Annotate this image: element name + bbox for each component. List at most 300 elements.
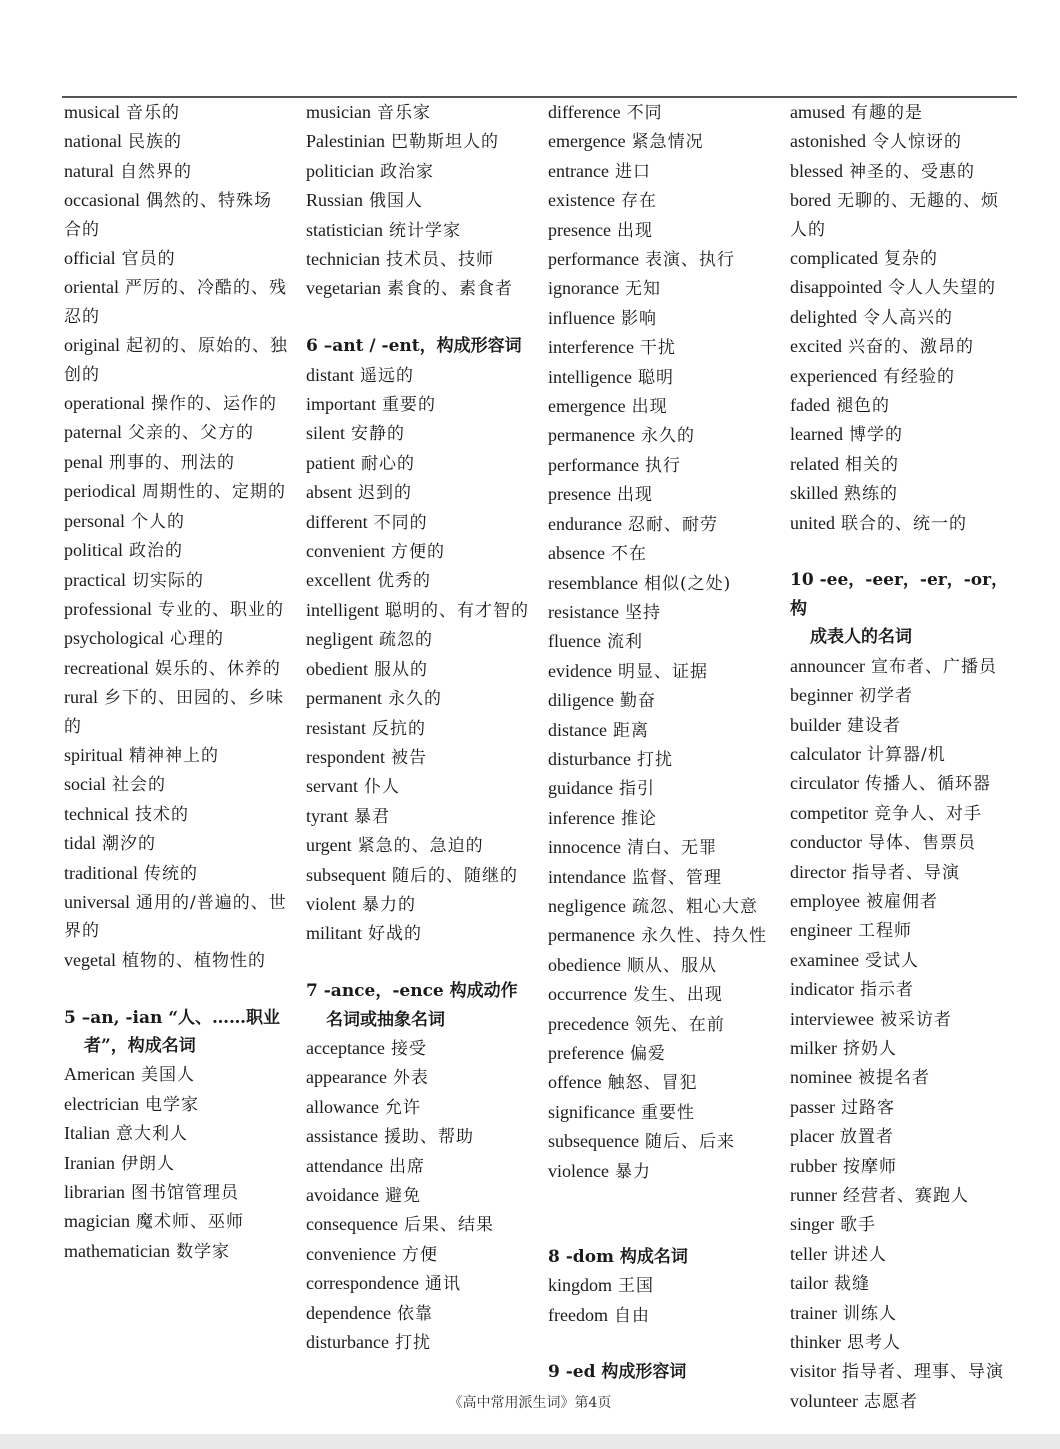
vocab-word: resistance bbox=[548, 601, 619, 622]
vocab-entry bbox=[790, 652, 1016, 681]
vocab-word: vegetal bbox=[64, 949, 116, 970]
vocab-entry bbox=[790, 975, 1016, 1004]
vocab-word: announcer bbox=[790, 655, 865, 676]
vocab-entry bbox=[306, 861, 531, 890]
spacer bbox=[64, 975, 289, 1003]
vocab-entry bbox=[790, 244, 1016, 273]
vocab-meaning: 政治的 bbox=[128, 541, 183, 562]
vocab-meaning: 音乐的 bbox=[126, 103, 180, 123]
vocab-entry bbox=[790, 1181, 1016, 1210]
vocab-entry bbox=[64, 1237, 289, 1266]
vocab-meaning: 表演、执行 bbox=[644, 250, 735, 271]
vocab-meaning: 不在 bbox=[610, 544, 647, 565]
vocab-meaning: 无聊的、无趣的、烦人的 bbox=[790, 191, 999, 240]
vocab-word: united bbox=[790, 512, 835, 533]
vocab-word: endurance bbox=[548, 513, 622, 534]
vocab-entry bbox=[790, 1005, 1016, 1034]
vocab-meaning: 美国人 bbox=[140, 1065, 195, 1086]
vocab-meaning: 令人惊讶的 bbox=[872, 132, 962, 153]
vocab-word: intendance bbox=[548, 866, 626, 887]
vocab-meaning: 执行 bbox=[644, 455, 681, 476]
vocab-word: calculator bbox=[790, 743, 861, 764]
vocab-entry bbox=[790, 769, 1016, 798]
vocab-entry bbox=[790, 127, 1016, 156]
vocab-entry bbox=[64, 1090, 289, 1119]
vocab-word: appearance bbox=[306, 1067, 387, 1088]
vocab-meaning: 神圣的、受惠的 bbox=[849, 161, 975, 182]
vocab-meaning: 建设者 bbox=[847, 715, 901, 736]
vocab-meaning: 重要性 bbox=[640, 1102, 695, 1123]
vocab-word: director bbox=[790, 861, 846, 882]
vocab-word: natural bbox=[64, 160, 114, 181]
vocab-meaning: 影响 bbox=[620, 308, 657, 329]
vocab-word: subsequence bbox=[548, 1131, 639, 1152]
vocab-entry bbox=[306, 1152, 531, 1181]
vocab-word: recreational bbox=[64, 657, 149, 678]
vocab-word: builder bbox=[790, 714, 841, 735]
vocab-meaning: 聪明 bbox=[637, 367, 674, 388]
vocab-meaning: 计算器/机 bbox=[866, 744, 946, 765]
vocab-meaning: 触怒、冒犯 bbox=[607, 1073, 698, 1094]
vocab-meaning: 指导者、理事、导演 bbox=[842, 1362, 1005, 1383]
vocab-meaning: 偶然的、特殊场合的 bbox=[64, 191, 272, 240]
vocab-entry bbox=[548, 598, 773, 627]
vocab-word: correspondence bbox=[306, 1273, 419, 1294]
vocab-meaning: 流利 bbox=[606, 632, 643, 653]
vocab-word: Iranian bbox=[64, 1152, 115, 1173]
vocab-meaning: 仆人 bbox=[363, 777, 400, 798]
vocab-entry bbox=[306, 919, 531, 948]
vocab-word: related bbox=[790, 453, 839, 474]
vocab-meaning: 坚持 bbox=[624, 602, 661, 623]
vocab-word: resemblance bbox=[548, 572, 638, 593]
vocab-meaning: 永久的 bbox=[387, 689, 442, 710]
vocab-word: bored bbox=[790, 190, 831, 211]
vocab-meaning: 外表 bbox=[392, 1068, 429, 1089]
vocab-entry bbox=[306, 596, 531, 625]
vocab-word: disappointed bbox=[790, 277, 882, 298]
vocab-word: Palestinian bbox=[306, 131, 385, 152]
vocab-word: tailor bbox=[790, 1273, 828, 1294]
vocab-entry bbox=[64, 157, 289, 186]
vocab-entry bbox=[306, 419, 531, 448]
vocab-word: obedience bbox=[548, 954, 621, 975]
vocab-meaning: 出现 bbox=[616, 220, 653, 241]
spacer bbox=[790, 538, 1016, 566]
vocab-entry bbox=[306, 245, 531, 274]
vocab-entry bbox=[64, 273, 289, 331]
vocab-entry bbox=[306, 361, 531, 390]
vocab-meaning: 裁缝 bbox=[834, 1274, 870, 1295]
vocab-entry bbox=[306, 390, 531, 419]
vocab-entry bbox=[790, 1328, 1016, 1357]
vocab-word: examinee bbox=[790, 949, 859, 970]
section-heading bbox=[548, 1243, 773, 1271]
vocab-meaning: 刑事的、刑法的 bbox=[108, 452, 235, 473]
vocab-word: distant bbox=[306, 364, 354, 385]
vocab-word: evidence bbox=[548, 660, 612, 681]
vocab-word: national bbox=[64, 131, 122, 152]
vocab-word: engineer bbox=[790, 920, 852, 941]
vocab-word: silent bbox=[306, 423, 345, 444]
vocab-entry bbox=[64, 741, 289, 770]
vocab-word: magician bbox=[64, 1211, 130, 1232]
vocab-meaning: 挤奶人 bbox=[843, 1038, 897, 1059]
vocab-entry bbox=[548, 774, 773, 803]
vocab-meaning: 依靠 bbox=[396, 1303, 433, 1324]
vocab-word: significance bbox=[548, 1101, 635, 1122]
vocab-entry bbox=[790, 799, 1016, 828]
vocab-entry bbox=[306, 772, 531, 801]
section-heading-line: 6 –ant / -ent，构成形容词 bbox=[306, 336, 522, 357]
vocab-meaning: 令人高兴的 bbox=[862, 307, 953, 328]
vocab-entry bbox=[548, 510, 773, 539]
vocab-meaning: 聪明的、有才智的 bbox=[384, 600, 529, 621]
vocab-meaning: 魔术师、巫师 bbox=[135, 1212, 244, 1233]
section-heading-line: 10 -ee，-eer，-er，-or，构 bbox=[790, 570, 1009, 619]
vocab-word: offence bbox=[548, 1072, 602, 1093]
vocab-meaning: 清白、无罪 bbox=[626, 838, 717, 859]
vocab-entry bbox=[64, 1119, 289, 1148]
vocab-meaning: 永久的 bbox=[640, 426, 695, 447]
vocab-word: convenient bbox=[306, 541, 385, 562]
vocab-meaning: 推论 bbox=[620, 808, 657, 829]
vocab-entry bbox=[548, 892, 773, 921]
vocab-word: personal bbox=[64, 510, 125, 531]
vocab-entry bbox=[306, 714, 531, 743]
vocab-word: disturbance bbox=[548, 748, 631, 769]
column-3 bbox=[548, 98, 773, 1387]
vocab-entry bbox=[790, 916, 1016, 945]
vocab-word: allowance bbox=[306, 1096, 379, 1117]
spacer bbox=[548, 1330, 773, 1358]
vocab-entry bbox=[790, 186, 1016, 244]
vocab-entry bbox=[548, 363, 773, 392]
vocab-word: violence bbox=[548, 1160, 609, 1181]
vocab-entry bbox=[548, 1127, 773, 1156]
vocab-meaning: 官员的 bbox=[121, 249, 176, 270]
vocab-entry bbox=[306, 890, 531, 919]
vocab-meaning: 通用的/普遍的、世界的 bbox=[64, 892, 287, 942]
vocab-meaning: 出现 bbox=[631, 397, 668, 418]
vocab-word: official bbox=[64, 248, 116, 269]
vocab-entry bbox=[306, 186, 531, 215]
vocab-word: astonished bbox=[790, 131, 866, 152]
vocab-meaning: 技术的 bbox=[134, 804, 189, 825]
vocab-word: blessed bbox=[790, 160, 843, 181]
vocab-word: intelligence bbox=[548, 366, 632, 387]
section-heading bbox=[64, 1004, 289, 1061]
vocab-meaning: 自然界的 bbox=[119, 161, 192, 182]
vocab-word: technician bbox=[306, 249, 380, 270]
vocab-word: delighted bbox=[790, 306, 857, 327]
vocab-meaning: 指导者、导演 bbox=[851, 862, 960, 883]
vocab-word: excited bbox=[790, 336, 842, 357]
vocab-word: performance bbox=[548, 249, 639, 270]
vocab-meaning: 王国 bbox=[618, 1276, 655, 1297]
vocab-word: vegetarian bbox=[306, 278, 381, 299]
vocab-word: militant bbox=[306, 923, 362, 944]
vocab-entry bbox=[306, 1269, 531, 1298]
vocab-word: occasional bbox=[64, 190, 140, 211]
vocab-word: innocence bbox=[548, 837, 621, 858]
vocab-entry bbox=[548, 716, 773, 745]
vocab-entry bbox=[790, 1063, 1016, 1092]
vocab-meaning: 接受 bbox=[390, 1038, 427, 1059]
section-heading-line: 5 –an, -ian “人、……职业 bbox=[64, 1007, 281, 1028]
vocab-entry bbox=[548, 1301, 773, 1330]
vocab-meaning: 反抗的 bbox=[372, 718, 426, 739]
vocab-entry bbox=[790, 1210, 1016, 1239]
vocab-word: occurrence bbox=[548, 984, 627, 1005]
vocab-word: preference bbox=[548, 1043, 624, 1063]
vocab-entry bbox=[64, 448, 289, 477]
vocab-meaning: 志愿者 bbox=[863, 1391, 918, 1412]
vocab-word: obedient bbox=[306, 658, 368, 679]
vocab-word: competitor bbox=[790, 802, 868, 823]
vocab-entry bbox=[306, 625, 531, 654]
vocab-meaning: 乡下的、田园的、乡味的 bbox=[64, 688, 284, 737]
vocab-entry bbox=[548, 157, 773, 186]
vocab-entry bbox=[548, 421, 773, 450]
vocab-entry bbox=[64, 770, 289, 799]
vocab-entry bbox=[790, 1034, 1016, 1063]
section-heading-line: 9 -ed 构成形容词 bbox=[548, 1362, 687, 1383]
vocab-meaning: 复杂的 bbox=[883, 249, 938, 270]
vocab-word: diligence bbox=[548, 690, 614, 711]
vocab-word: assistance bbox=[306, 1126, 378, 1147]
vocab-entry bbox=[306, 449, 531, 478]
vocab-entry bbox=[306, 1034, 531, 1063]
vocab-word: important bbox=[306, 394, 376, 415]
spacer bbox=[548, 1214, 773, 1242]
vocab-word: faded bbox=[790, 395, 830, 416]
vocab-word: technical bbox=[64, 803, 129, 824]
vocab-meaning: 起初的、原始的、独创的 bbox=[64, 336, 288, 385]
vocab-entry bbox=[548, 804, 773, 833]
vocab-entry bbox=[790, 450, 1016, 479]
vocab-word: paternal bbox=[64, 422, 122, 443]
vocab-entry bbox=[548, 216, 773, 245]
vocab-word: emergence bbox=[548, 396, 626, 417]
vocab-meaning: 勤奋 bbox=[619, 691, 656, 712]
vocab-word: universal bbox=[64, 891, 130, 912]
vocab-meaning: 兴奋的、激昂的 bbox=[847, 337, 974, 358]
vocab-word: tyrant bbox=[306, 805, 348, 826]
vocab-word: excellent bbox=[306, 570, 371, 591]
vocab-entry bbox=[64, 1149, 289, 1178]
vocab-meaning: 监督、管理 bbox=[631, 867, 722, 888]
vocab-entry bbox=[306, 157, 531, 186]
vocab-entry bbox=[548, 127, 773, 156]
vocab-meaning: 统计学家 bbox=[388, 220, 461, 241]
vocab-meaning: 好战的 bbox=[368, 924, 422, 945]
vocab-word: spiritual bbox=[64, 744, 123, 765]
vocab-entry bbox=[548, 98, 773, 127]
bottom-band bbox=[0, 1434, 1060, 1449]
vocab-entry bbox=[790, 828, 1016, 857]
vocab-word: Russian bbox=[306, 190, 364, 211]
vocab-entry bbox=[548, 1010, 773, 1039]
vocab-meaning: 暴力的 bbox=[362, 894, 416, 915]
vocab-meaning: 偏爱 bbox=[629, 1044, 666, 1064]
column-4 bbox=[790, 98, 1016, 1416]
vocab-meaning: 熟练的 bbox=[844, 484, 898, 505]
vocab-entry bbox=[790, 509, 1016, 538]
vocab-entry bbox=[64, 186, 289, 244]
vocab-word: permanent bbox=[306, 688, 382, 709]
vocab-word: acceptance bbox=[306, 1037, 385, 1058]
vocab-word: precedence bbox=[548, 1013, 629, 1034]
vocab-meaning: 宣布者、广播员 bbox=[870, 656, 997, 677]
vocab-entry bbox=[548, 1271, 773, 1300]
vocab-entry bbox=[548, 1039, 773, 1068]
vocab-entry bbox=[306, 1210, 531, 1239]
vocab-meaning: 后果、结果 bbox=[403, 1215, 494, 1236]
vocab-meaning: 经营者、赛跑人 bbox=[842, 1186, 969, 1207]
vocab-word: visitor bbox=[790, 1361, 837, 1382]
vocab-word: absent bbox=[306, 482, 352, 503]
vocab-entry bbox=[548, 1098, 773, 1127]
vocab-meaning: 伊朗人 bbox=[120, 1153, 175, 1174]
vocab-word: learned bbox=[790, 424, 843, 445]
vocab-meaning: 暴力 bbox=[614, 1161, 651, 1182]
vocab-meaning: 有经验的 bbox=[882, 366, 955, 387]
vocab-entry bbox=[64, 595, 289, 624]
vocab-entry bbox=[306, 274, 531, 303]
vocab-word: existence bbox=[548, 190, 615, 211]
vocab-meaning: 讲述人 bbox=[832, 1244, 887, 1265]
page-footer: 《高中常用派生词》第4页 bbox=[448, 1395, 612, 1411]
vocab-entry bbox=[548, 569, 773, 598]
section-heading bbox=[548, 1358, 773, 1386]
vocab-meaning: 潮汐的 bbox=[102, 834, 156, 855]
vocab-entry bbox=[548, 245, 773, 274]
vocab-entry bbox=[548, 451, 773, 480]
vocab-word: urgent bbox=[306, 835, 352, 856]
vocab-meaning: 被雇佣者 bbox=[865, 891, 938, 912]
vocab-word: interviewee bbox=[790, 1008, 874, 1029]
vocab-entry bbox=[306, 1240, 531, 1269]
vocab-meaning: 个人的 bbox=[130, 511, 185, 532]
vocab-meaning: 耐心的 bbox=[360, 453, 415, 474]
vocab-entry bbox=[306, 831, 531, 860]
section-heading bbox=[306, 977, 531, 1034]
section-heading-line: 名词或抽象名词 bbox=[326, 1009, 445, 1030]
vocab-entry bbox=[548, 657, 773, 686]
vocab-entry bbox=[306, 566, 531, 595]
vocab-word: teller bbox=[790, 1243, 827, 1264]
vocab-meaning: 顺从、服从 bbox=[626, 955, 717, 976]
section-heading bbox=[306, 332, 531, 360]
vocab-meaning: 忍耐、耐劳 bbox=[627, 514, 718, 535]
vocab-entry bbox=[548, 186, 773, 215]
vocab-meaning: 干扰 bbox=[639, 338, 676, 359]
vocab-entry bbox=[548, 304, 773, 333]
vocab-entry bbox=[64, 507, 289, 536]
vocab-meaning: 父亲的、父方的 bbox=[127, 423, 254, 444]
vocab-entry bbox=[64, 800, 289, 829]
vocab-entry bbox=[548, 333, 773, 362]
vocab-meaning: 打扰 bbox=[394, 1333, 431, 1354]
vocab-entry bbox=[64, 418, 289, 447]
vocab-meaning: 传统的 bbox=[143, 863, 198, 884]
vocab-entry bbox=[790, 362, 1016, 391]
vocab-word: respondent bbox=[306, 746, 385, 767]
vocab-word: circulator bbox=[790, 773, 859, 794]
vocab-meaning: 允许 bbox=[384, 1097, 421, 1118]
vocab-meaning: 严厉的、冷酷的、残忍的 bbox=[64, 278, 287, 327]
section-heading-line: 者”，构成名词 bbox=[84, 1035, 196, 1056]
vocab-entry bbox=[64, 859, 289, 888]
section-heading bbox=[790, 566, 1016, 651]
vocab-entry bbox=[64, 536, 289, 565]
vocab-entry bbox=[306, 684, 531, 713]
vocab-entry bbox=[548, 1157, 773, 1186]
vocab-meaning: 被采访者 bbox=[879, 1009, 952, 1030]
vocab-meaning: 打扰 bbox=[636, 749, 673, 770]
vocab-meaning: 过路客 bbox=[840, 1097, 895, 1118]
vocab-entry bbox=[64, 1060, 289, 1089]
vocab-word: complicated bbox=[790, 248, 878, 269]
vocab-word: penal bbox=[64, 451, 103, 472]
vocab-word: disturbance bbox=[306, 1332, 389, 1353]
vocab-word: political bbox=[64, 540, 123, 561]
vocab-meaning: 紧急情况 bbox=[631, 132, 704, 153]
vocab-entry bbox=[790, 1269, 1016, 1298]
vocab-meaning: 紧急的、急迫的 bbox=[357, 836, 484, 857]
vocab-entry bbox=[306, 508, 531, 537]
vocab-word: electrician bbox=[64, 1093, 139, 1114]
vocab-entry bbox=[790, 1240, 1016, 1269]
vocab-meaning: 重要的 bbox=[382, 395, 436, 416]
vocab-meaning: 令人人失望的 bbox=[888, 278, 996, 299]
column-2 bbox=[306, 98, 531, 1357]
vocab-entry bbox=[64, 946, 289, 975]
vocab-word: presence bbox=[548, 219, 611, 240]
vocab-word: oriental bbox=[64, 277, 119, 298]
vocab-entry bbox=[790, 740, 1016, 769]
vocab-word: beginner bbox=[790, 685, 853, 706]
vocab-meaning: 领先、在前 bbox=[634, 1014, 725, 1035]
vocab-meaning: 音乐家 bbox=[377, 103, 431, 123]
spacer bbox=[548, 1186, 773, 1214]
section-heading-line: 7 -ance，-ence 构成动作 bbox=[306, 981, 518, 1002]
vocab-word: consequence bbox=[306, 1214, 398, 1235]
vocab-entry bbox=[548, 480, 773, 509]
vocab-word: interference bbox=[548, 337, 634, 358]
vocab-word: skilled bbox=[790, 483, 838, 504]
vocab-meaning: 操作的、运作的 bbox=[150, 394, 277, 415]
vocab-meaning: 出现 bbox=[616, 485, 653, 506]
vocab-entry bbox=[790, 479, 1016, 508]
vocab-word: operational bbox=[64, 393, 145, 414]
vocab-entry bbox=[548, 863, 773, 892]
vocab-entry bbox=[306, 216, 531, 245]
vocab-word: American bbox=[64, 1064, 135, 1085]
vocab-meaning: 随后、后来 bbox=[644, 1132, 735, 1153]
vocab-word: permanence bbox=[548, 925, 635, 946]
vocab-meaning: 疏忽的 bbox=[378, 630, 433, 651]
vocab-word: freedom bbox=[548, 1304, 608, 1325]
vocab-meaning: 明显、证据 bbox=[617, 661, 708, 682]
column-1 bbox=[64, 98, 289, 1266]
vocab-meaning: 不同的 bbox=[373, 512, 428, 533]
vocab-entry bbox=[64, 477, 289, 506]
vocab-entry bbox=[790, 157, 1016, 186]
vocab-word: servant bbox=[306, 776, 358, 797]
vocab-word: musician bbox=[306, 102, 371, 122]
